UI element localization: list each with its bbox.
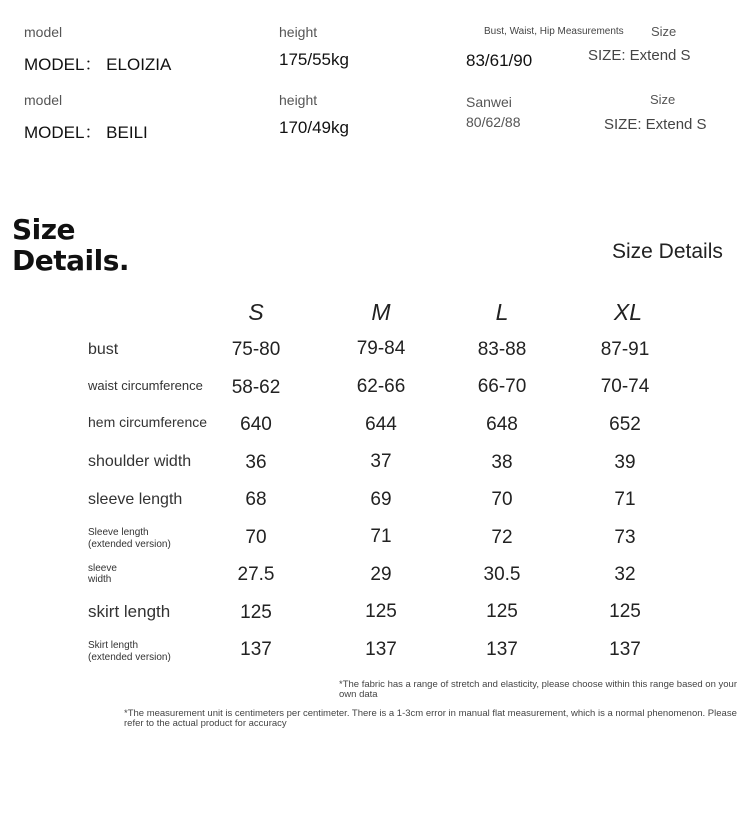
model-label: model [24, 24, 63, 40]
model-name: MODEL： BEILI [24, 123, 148, 142]
table-cell: 137 [365, 639, 397, 660]
table-cell: 137 [609, 639, 641, 660]
row-label-bust: bust [88, 341, 119, 358]
column-header-l: L [495, 299, 509, 325]
table-cell: 69 [370, 489, 392, 510]
row-label-sleeve-length: sleeve length [88, 491, 183, 508]
table-cell: 137 [486, 639, 518, 660]
column-header-s: S [248, 299, 264, 325]
table-cell: 125 [240, 602, 272, 623]
row-label-sleeve-length-extended: Sleeve length (extended version) [88, 527, 171, 550]
table-cell: 58-62 [231, 377, 281, 398]
size-value: SIZE: Extend S [588, 47, 691, 64]
table-cell: 70 [245, 527, 267, 548]
table-cell: 75-80 [231, 339, 281, 360]
row-label-hem: hem circumference [88, 414, 208, 430]
table-cell: 70-74 [600, 376, 650, 397]
table-cell: 648 [486, 414, 518, 435]
size-label: Size [650, 92, 676, 107]
table-cell: 30.5 [483, 564, 521, 585]
table-cell: 70 [491, 489, 513, 510]
size-value: SIZE: Extend S [604, 116, 707, 133]
fabric-note: *The fabric has a range of stretch and elasticity, please choose within this range based on your own data [339, 679, 737, 700]
measurements-value: 80/62/88 [466, 114, 521, 130]
height-label: height [279, 24, 318, 40]
table-cell: 38 [491, 452, 513, 473]
table-cell: 644 [365, 414, 397, 435]
row-label-waist: waist circumference [88, 378, 203, 393]
table-cell: 73 [614, 527, 636, 548]
table-cell: 125 [365, 601, 397, 622]
height-label: height [279, 92, 318, 108]
column-header-m: M [371, 299, 391, 325]
table-cell: 71 [370, 526, 392, 547]
table-cell: 29 [370, 564, 392, 585]
row-label-sleeve-width: sleeve width [88, 563, 117, 585]
table-cell: 652 [609, 414, 641, 435]
table-cell: 39 [614, 452, 636, 473]
table-cell: 68 [245, 489, 267, 510]
height-value: 170/49kg [279, 118, 349, 137]
title-line-1: Size [12, 213, 76, 246]
row-label-shoulder: shoulder width [88, 453, 192, 470]
measurement-note: *The measurement unit is centimeters per centimeter. There is a 1-3cm error in manual flat measurement, which is a normal phenomenon. Please refer to the actual product for accuracy [124, 708, 737, 729]
table-cell: 83-88 [477, 339, 527, 360]
table-cell: 640 [240, 414, 272, 435]
table-cell: 125 [486, 601, 518, 622]
model-name: MODEL： ELOIZIA [24, 55, 172, 74]
table-cell: 36 [245, 452, 267, 473]
table-cell: 32 [614, 564, 636, 585]
size-details-right-title: Size Details [612, 240, 723, 263]
table-cell: 137 [240, 639, 272, 660]
size-label: Size [651, 24, 677, 39]
table-cell: 37 [370, 451, 392, 472]
title-line-2: Details. [12, 244, 130, 277]
height-value: 175/55kg [279, 50, 349, 69]
size-details-title [12, 214, 129, 276]
table-cell: 66-70 [477, 376, 527, 397]
table-cell: 125 [609, 601, 641, 622]
column-header-xl: XL [613, 299, 643, 325]
table-cell: 62-66 [356, 376, 406, 397]
table-cell: 27.5 [237, 564, 275, 585]
row-label-skirt-length: skirt length [88, 602, 171, 621]
table-cell: 87-91 [600, 339, 650, 360]
model-label: model [24, 92, 63, 108]
table-cell: 72 [491, 527, 513, 548]
row-label-skirt-length-extended: Skirt length (extended version) [88, 640, 171, 663]
table-cell: 79-84 [356, 338, 406, 359]
table-cell: 71 [614, 489, 636, 510]
measurements-label: Sanwei [466, 94, 512, 110]
measurements-value: 83/61/90 [466, 51, 533, 70]
measurements-label: Bust, Waist, Hip Measurements [484, 26, 624, 37]
